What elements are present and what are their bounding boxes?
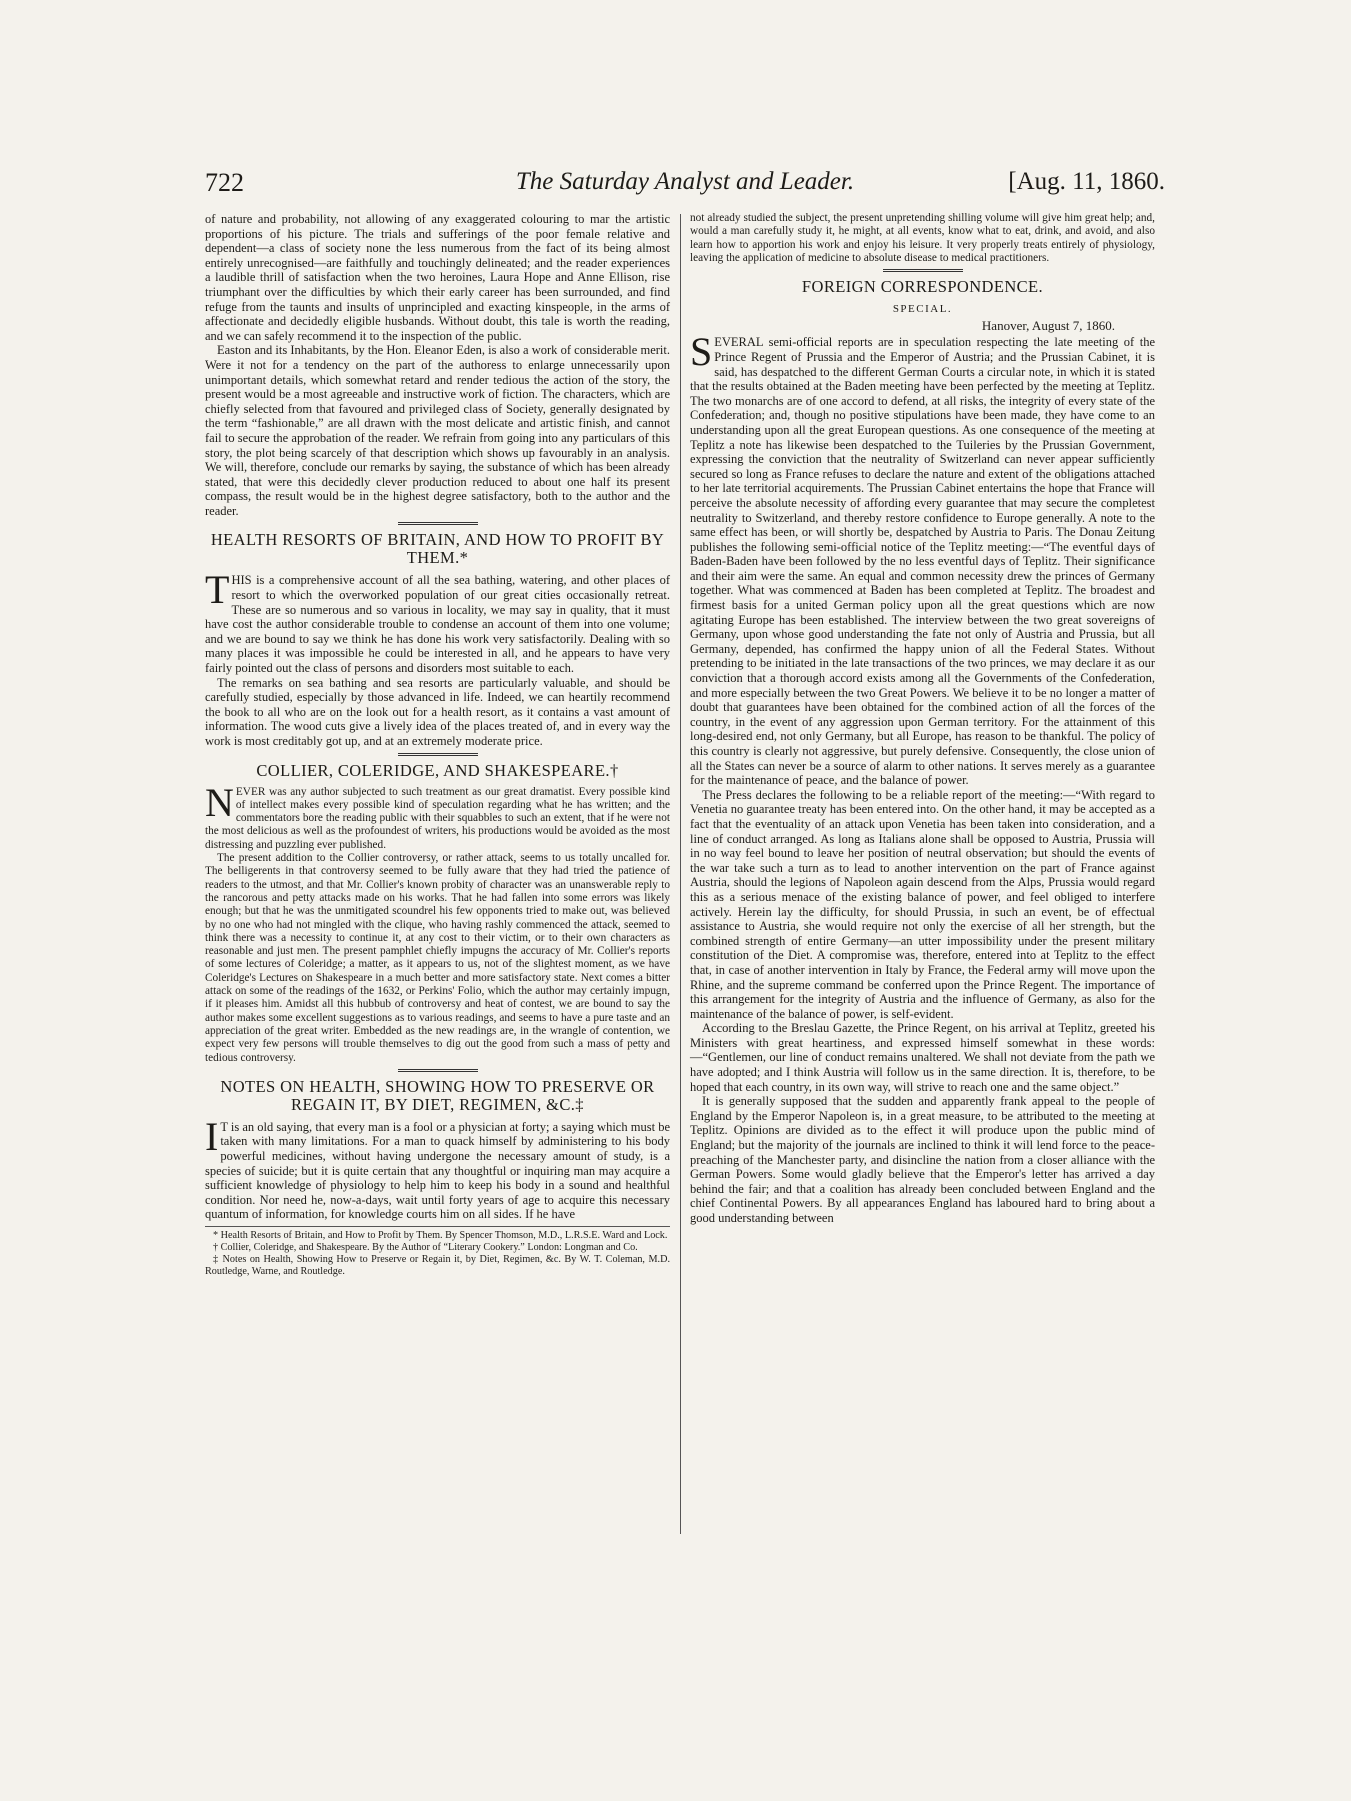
paragraph-text: EVERAL semi-official reports are in speculation respecting the late meeting of the Prince Regent of Prussia and the Emperor of Austria; and the Prussian Cabinet, it is said, has despatched to the different German Courts a circular note, in which it is stated that the results obtained at the Baden meeting have been perfected by the meeting at Teplitz. The two monarchs are of one accord to defend, at all risks, the integrity of every state of the Confederation; and, though no positive stipulations have been made, they have come to an understanding upon all the great European questions. As one consequence of the meeting at Teplitz a note has likewise been despatched to the Tuileries by the Prussian Government, expressing the conviction that the neutrality of Switzerland can never appear sufficiently secured so long as France refuses to declare the nature and extent of the obligations attached to her late territorial acquirements. The Prussian Cabinet entertains the hope that France will perceive the absolute necessity of affording every guarantee that may secure the completest neutrality to Switzerland, and thereby restore confidence to Europe generally. A note to the same effect has been, or will shortly be, despatched by Austria to Paris. The Donau Zeitung publishes the following semi-official notice of the Teplitz meeting:—“The eventful days of Baden-Baden have been followed by the no less eventful days of Teplitz. Their significance and their aim were the same. An equal and common necessity drew the princes of Germany together. What was commenced at Baden has been completed at Teplitz. The broadest and firmest basis for a united German policy upon all the great questions which are now agitating Europe has been established. The interview between the two great sovereigns of Germany, upon whose good understanding the fate not only of Austria and Prussia, but all Germany, depended, has confirmed the happy union of all the Federal States. Without pretending to be initiated in the late transactions of the two princes, we may declare it as our conviction that a thorough accord exists among all the Governments of the Confederation, and more especially between the two Great Powers. We believe it to be no longer a matter of doubt that guarantees have been obtained for the combined action of all the forces of the country, in the event of any aggression upon German territory. For the attainment of this long-desired end, not only Germany, but all Europe, has reason to be thankful. The policy of this country is clearly not aggressive, but purely defensive. Consequently, the close union of all the States can never be a source of alarm to other nations. It serves merely as a guarantee for the maintenance of peace, and the balance of power. — [690, 335, 1155, 788]
issue-date: [Aug. 11, 1860. — [1008, 168, 1165, 195]
article-paragraph: It is generally supposed that the sudden and apparently frank appeal to the people of England by the Emperor Napoleon is, in a great measure, to be attributed to the meeting at Teplitz. Opinions are divided as to the effect it will produce upon the public mind of England; but the majority of the journals are inclined to think it will lend force to the peace-preaching of the Manchester party, and disincline the nation from a closer alliance with the German Powers. Some would gladly believe that the Emperor's letter has arrived a day behind the fair; and that a coalition has already been concluded between England and the chief Continental Powers. By all appearances England has laboured hard to bring about a good understanding between — [690, 1094, 1155, 1225]
article-paragraph — [205, 779, 670, 852]
footnotes — [205, 1230, 670, 1278]
page-number: 722 — [205, 168, 244, 197]
article-paragraph: The present addition to the Collier controversy, or rather attack, seems to us totally uncalled for. The belligerents in that controversy seemed to be fully aware that they had tried the patience of readers to the utmost, and that Mr. Collier's known probity of character was an unanswerable reply to the rancorous and petty attacks made on his works. That he had fallen into some errors was likely enough; but that he was the unmitigated scoundrel his few opponents tried to make out, was believed by no one who had not mingled with the clique, who having rashly commenced the attack, seemed to think there was a necessity to continue it, at any cost to their victim, or to their own characters as reasonable and just men. The present pamphlet chiefly impugns the accuracy of Mr. Collier's reports of some lectures of Coleridge; a matter, as it appears to us, not of the slightest moment, as we have Coleridge's Lectures on Shakespeare in a much better and more satisfactory state. Next comes a bitter attack on some of the readings of the 1632, or Perkins' Folio, which the author may certainly impugn, if it pleases him. Amidst all this hubbub of controversy and heat of contest, we are bound to say the author makes some excellent suggestions as to various readings, and seems to have a pure taste and an appreciation of the great writer. Embedded as the new readings are, in the wrangle of contention, we expect very few persons will trouble themselves to dig out the good from such a mass of petty and tedious controversy. — [205, 852, 670, 1064]
intro-paragraph: of nature and probability, not allowing of any exaggerated colouring to mar the artistic proportions of his picture. The trials and sufferings of the poor female relative and dependent—a class of society none the less numerous from the fact of its being almost entirely unrecognised—are faithfully and touchingly delineated; and the reader experiences a laudible thrill of satisfaction when the two heroines, Laura Hope and Anne Ellison, rise triumphant over the difficulties by which their early career has been surrounded, and find refuge from the taunts and insults of unprincipled and exacting kinspeople, in the arms of affectionate and decidedly eligible husbands. Without doubt, this tale is worth the reading, and we can safely recommend it to the inspection of the public. — [205, 212, 670, 343]
section-separator — [398, 1069, 478, 1072]
article-paragraph: The remarks on sea bathing and sea resorts are particularly valuable, and should be carefully studied, especially by those advanced in life. Indeed, we can heartily recommend the book to all who are on the look out for a health resort, as it contains a vast amount of information. The wood cuts give a lively idea of the places treated of, and in every way the work is most creditably got up, and at an extremely moderate price. — [205, 675, 670, 748]
article-title-notes-on-health: NOTES ON HEALTH, SHOWING HOW TO PRESERVE OR REGAIN IT, BY DIET, REGIMEN, &C.‡ — [220, 1076, 655, 1114]
paragraph-text: EVER was any author subjected to such treatment as our great dramatist. Every possible kind of intellect makes every possible kind of speculation regarding what he has written; and the commentators bore the reading public with their squabbles to such an extent, that if he were not the most delicious as well as the profoundest of writers, his productions would be avoided as the most distressing and puzzling ever published. — [205, 785, 670, 851]
section-separator — [398, 753, 478, 756]
article-paragraph — [205, 1113, 670, 1222]
section-separator — [398, 522, 478, 525]
article-paragraph — [205, 567, 670, 676]
page-header — [205, 168, 1165, 208]
drop-cap: N — [205, 779, 234, 825]
article-paragraph — [690, 329, 1155, 788]
running-title: The Saturday Analyst and Leader. — [515, 168, 855, 195]
column-divider — [680, 214, 681, 1534]
collier-body — [205, 779, 670, 1065]
left-column — [205, 212, 670, 1278]
drop-cap: T — [205, 567, 230, 613]
section-separator — [883, 269, 963, 272]
drop-cap: I — [205, 1113, 219, 1159]
dateline: Hanover, August 7, 1860. — [981, 317, 1115, 333]
continuation-paragraph: not already studied the subject, the present unpretending shilling volume will give him great help; and, would a man carefully study it, he might, at all events, know what to eat, drink, and avoid, and also learn how to apportion his work and enjoy his leisure. It very properly treats entirely of physiology, leaving the application of medicine to absolute disease to medical practitioners. — [690, 212, 1155, 264]
paragraph-text: T is an old saying, that every man is a fool or a physician at forty; a saying which must be taken with many limitations. For a man to quack himself by administering to his body powerful medicines, without having undergone the necessary amount of study, is a species of suicide; but it is quite certain that any thoughtful or inquiring man may acquire a sufficient knowledge of physiology to help him to keep his body in a sound and healthful condition. Nor need he, now-a-days, wait until forty years of age to acquire this necessary quantum of information, for knowledge courts him on all sides. If he have — [205, 1119, 670, 1222]
intro-paragraph: Easton and its Inhabitants, by the Hon. Eleanor Eden, is also a work of considerable merit. Were it not for a tendency on the part of the authoress to enlarge unnecessarily upon unimportant details, which somewhat retard and render tedious the action of the story, the present would be a most agreeable and instructive work of fiction. The characters, which are chiefly selected from that favoured and privileged class of Society, generally designated by the term “fashionable,” are all drawn with the most delicate and artistic finish, and cannot fail to secure the approbation of the reader. We refrain from going into any particulars of this story, the plot being scarcely of that description which shows up favourably in an analysis. We will, therefore, conclude our remarks by saying, the substance of which has been already stated, that were this decidedly clever production reduced to about one half its present compass, the result would be in the highest degree satisfactory, both to the author and the reader. — [205, 343, 670, 518]
footnote: * Health Resorts of Britain, and How to Profit by Them. By Spencer Thomson, M.D., L.R.S.E. Ward and Lock. — [213, 1229, 668, 1241]
footnote: † Collier, Coleridge, and Shakespeare. By the Author of “Literary Cookery.” London: Longman and Co. — [213, 1241, 638, 1253]
footnote-rule — [205, 1226, 670, 1227]
article-paragraph: The Press declares the following to be a reliable report of the meeting:—“With regard to Venetia no guarantee treaty has been entered into. On the other hand, it may be accepted as a fact that the eventuality of an attack upon Venetia has been taken into consideration, and a line of conduct arranged. As long as Italians alone shall be opposed to Austria, Prussia will in no way feel bound to leave her position of neutral observation; but should the events of the war take such a turn as to lead to another intervention on the part of France against Austria, should the legions of Napoleon again descend from the Alps, Prussia would regard this as a serious menace of the existing balance of power, and feel obliged to interfere actively. Herein lay the difficulty, for should Prussia, in such an event, be of effectual assistance to Austria, she would require not only the exercise of all her strength, but the combined strength of entire Germany—an utter impossibility under the present military constitution of the Diet. A compromise was, therefore, entered into at Teplitz to the effect that, in case of another intervention in Italy by France, the Federal army will move upon the Rhine, and the supreme command be conferred upon the Prince Regent. The importance of this arrangement for the integrity of Austria and the influence of Germany, as also for the maintenance of the balance of power, is self-evident. — [690, 787, 1155, 1021]
paragraph-text: HIS is a comprehensive account of all the sea bathing, watering, and other places of resort to which the overworked population of our great cities occasionally retreat. These are so numerous and so various in locality, we may say in quality, that it must have cost the author considerable trouble to condense an account of them into one volume; and we are bound to say we think he has done his work very satisfactorily. Dealing with so many places it was impossible he could be interested in all, and he appears to have very fairly pointed out the class of persons and disorders most suitable to each. — [205, 573, 670, 676]
special-kicker: SPECIAL. — [892, 303, 953, 316]
article-title-health-resorts: HEALTH RESORTS OF BRITAIN, AND HOW TO PROFIT BY THEM.* — [210, 530, 665, 568]
article-title-foreign: FOREIGN CORRESPONDENCE. — [801, 277, 1044, 297]
drop-cap: S — [690, 329, 713, 375]
right-column — [690, 212, 1155, 1226]
article-title-collier: COLLIER, COLERIDGE, AND SHAKESPEARE.† — [256, 760, 619, 780]
footnote: ‡ Notes on Health, Showing How to Preserve or Regain it, by Diet, Regimen, &c. By W. T. Coleman, M.D. Routledge, Warne, and Routledge. — [205, 1253, 670, 1277]
article-paragraph: According to the Breslau Gazette, the Prince Regent, on his arrival at Teplitz, greeted his Ministers with great heartiness, and expressed himself somewhat in these words:—“Gentlemen, our line of conduct remains unaltered. We shall not deviate from the path we have adopted; and I think Austria will follow us in the same direction. It is, therefore, to be hoped that each country, in its own way, will strive to reach one and the same object.” — [690, 1021, 1155, 1094]
